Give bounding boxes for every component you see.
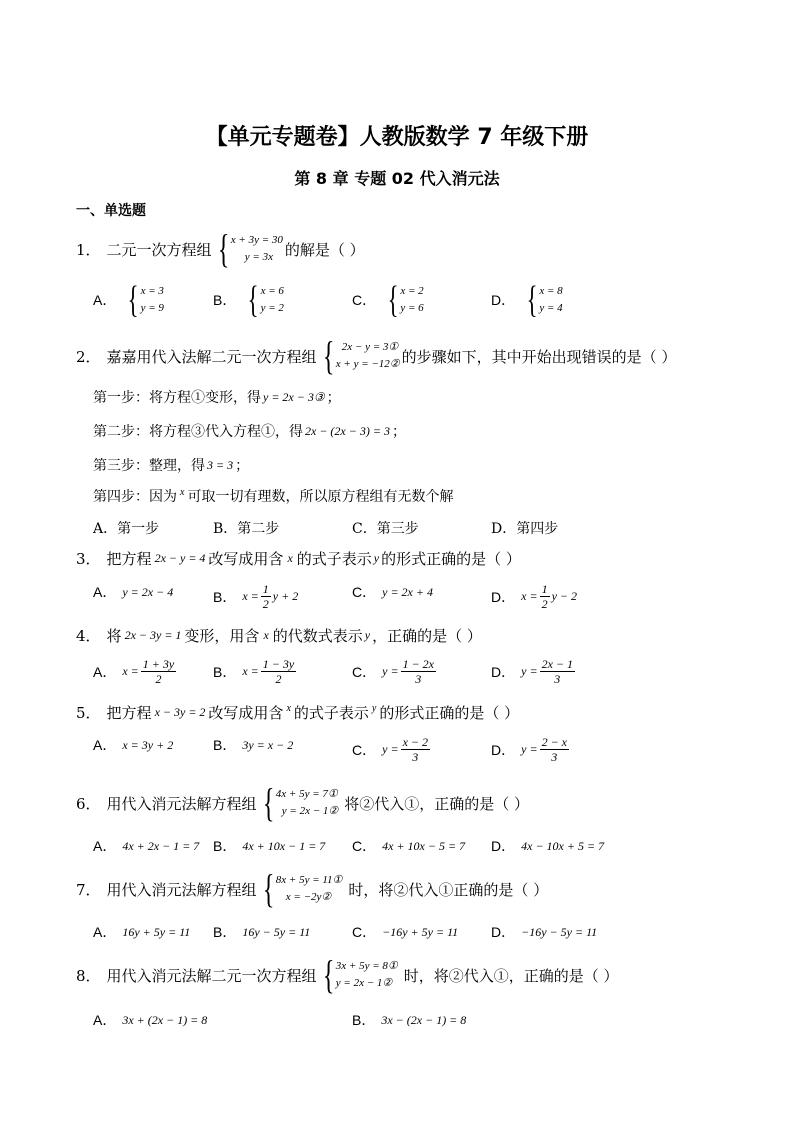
question-text: 的解是（ ） bbox=[284, 240, 365, 259]
question-text: 嘉嘉用代入法解二元一次方程组 bbox=[106, 347, 317, 366]
option-d[interactable]: D． 4x − 10x + 5 = 7 bbox=[491, 838, 605, 854]
equation-row: 4x + 5y = 7① bbox=[275, 788, 338, 800]
question-3: 3． 把方程 2x − y = 4 改写成用含 x 的式子表示 y 的形式正确的是（ ） bbox=[76, 550, 521, 568]
step-4: 第四步：因为 x 可取一切有理数，所以原方程组有无数个解 bbox=[93, 486, 454, 505]
option-b[interactable]: B．第二步 bbox=[213, 521, 280, 537]
option-d[interactable]: D． { x = 8 y = 4 bbox=[491, 279, 563, 321]
question-2 bbox=[76, 333, 677, 378]
option-a[interactable]: A． { x = 3 y = 9 bbox=[93, 279, 164, 321]
option-c[interactable]: C．第三步 bbox=[352, 521, 419, 537]
option-b[interactable]: B． 4x + 10x − 1 = 7 bbox=[213, 838, 326, 854]
option-a[interactable]: A．第一步 bbox=[93, 521, 160, 537]
option-a[interactable]: A． x = $\frac{1 + 3y}{2}$ bbox=[93, 657, 175, 686]
section-heading: 一、单选题 bbox=[76, 203, 146, 219]
equation-row: 3x + 5y = 8① bbox=[335, 960, 398, 972]
option-c[interactable]: C． y = $\frac{x - 2}{3}$ bbox=[352, 735, 428, 764]
question-number: 1． bbox=[76, 240, 101, 259]
option-b[interactable]: B． { x = 6 y = 2 bbox=[213, 279, 284, 321]
option-a[interactable]: A． 3x + (2x − 1) = 8 bbox=[93, 1012, 208, 1028]
option-c[interactable]: C． y = $\frac{1 - 2x}{3}$ bbox=[352, 657, 434, 686]
page-subtitle: 第 8 章 专题 02 代入消元法 bbox=[294, 169, 500, 188]
page-title: 【单元专题卷】人教版数学 7 年级下册 bbox=[205, 125, 589, 150]
equation-row: x + 3y = 30 bbox=[230, 234, 283, 246]
option-d[interactable]: D． −16y − 5y = 11 bbox=[491, 924, 598, 940]
equation-system: { 2x − y = 3① x + y = −12② bbox=[322, 333, 400, 378]
option-b[interactable]: B． 3x − (2x − 1) = 8 bbox=[352, 1012, 467, 1028]
question-8: 8． 用代入消元法解二元一次方程组 { 3x + 5y = 8① y = 2x − 1② 时，将②代入①，正确的是（ ） bbox=[76, 952, 619, 997]
option-c[interactable]: C． −16y + 5y = 11 bbox=[352, 924, 459, 940]
option-d[interactable]: D．第四步 bbox=[491, 521, 559, 537]
option-c[interactable]: C． { x = 2 y = 6 bbox=[352, 279, 424, 321]
option-a[interactable]: A． y = 2x − 4 bbox=[93, 584, 174, 600]
question-5: 5． 把方程 x − 3y = 2 改写成用含 x 的式子表示 y 的形式正确的是（ ） bbox=[76, 703, 520, 722]
equation-row: 8x + 5y = 11① bbox=[275, 874, 343, 886]
equation-row: x + y = −12② bbox=[335, 358, 400, 370]
option-d[interactable]: D． y = $\frac{2 - x}{3}$ bbox=[491, 735, 567, 764]
option-a[interactable]: A． 16y + 5y = 11 bbox=[93, 924, 191, 940]
option-b[interactable]: B． x = $\frac{1 - 3y}{2}$ bbox=[213, 657, 295, 686]
equation-row: x = −2y② bbox=[285, 891, 332, 903]
option-c[interactable]: C． 4x + 10x − 5 = 7 bbox=[352, 838, 466, 854]
question-number: 2． bbox=[76, 347, 101, 366]
option-b[interactable]: B． 16y − 5y = 11 bbox=[213, 924, 311, 940]
question-6: 6． 用代入消元法解方程组 { 4x + 5y = 7① y = 2x − 1② 将②代入①，正确的是（ ） bbox=[76, 780, 530, 825]
option-b[interactable]: B． 3y = x − 2 bbox=[213, 737, 294, 753]
option-d[interactable]: D． y = $\frac{2x - 1}{3}$ bbox=[491, 657, 573, 686]
question-text: 的步骤如下，其中开始出现错误的是（ ） bbox=[401, 347, 677, 366]
question-text: 二元一次方程组 bbox=[106, 240, 212, 259]
question-7: 7． 用代入消元法解方程组 { 8x + 5y = 11① x = −2y② 时，将②代入①正确的是（ ） bbox=[76, 866, 549, 911]
equation-row: 2x − y = 3① bbox=[341, 341, 399, 353]
question-4: 4． 将 2x − 3y = 1 变形，用含 x 的代数式表示 y ，正确的是（ ） bbox=[76, 627, 482, 645]
equation-row: y = 3x bbox=[244, 251, 273, 263]
step-3: 第三步：整理，得 3 = 3 ； bbox=[93, 457, 250, 474]
equation-row: y = 2x − 1② bbox=[335, 977, 393, 989]
step-1: 第一步：将方程①变形，得 y = 2x − 3③ ； bbox=[93, 389, 341, 406]
equation-row: y = 2x − 1② bbox=[281, 805, 339, 817]
option-c[interactable]: C． y = 2x + 4 bbox=[352, 584, 433, 600]
option-a[interactable]: A． x = 3y + 2 bbox=[93, 737, 174, 753]
question-1 bbox=[76, 226, 365, 271]
option-a[interactable]: A． 4x + 2x − 1 = 7 bbox=[93, 838, 200, 854]
option-b[interactable]: B． x = $\frac{1}{2}$ y + 2 bbox=[213, 582, 299, 611]
equation-system: { x + 3y = 30 y = 3x bbox=[217, 226, 283, 271]
option-d[interactable]: D． x = $\frac{1}{2}$ y − 2 bbox=[491, 582, 577, 611]
step-2: 第二步：将方程③代入方程①，得 2x − (2x − 3) = 3 ； bbox=[93, 423, 406, 440]
